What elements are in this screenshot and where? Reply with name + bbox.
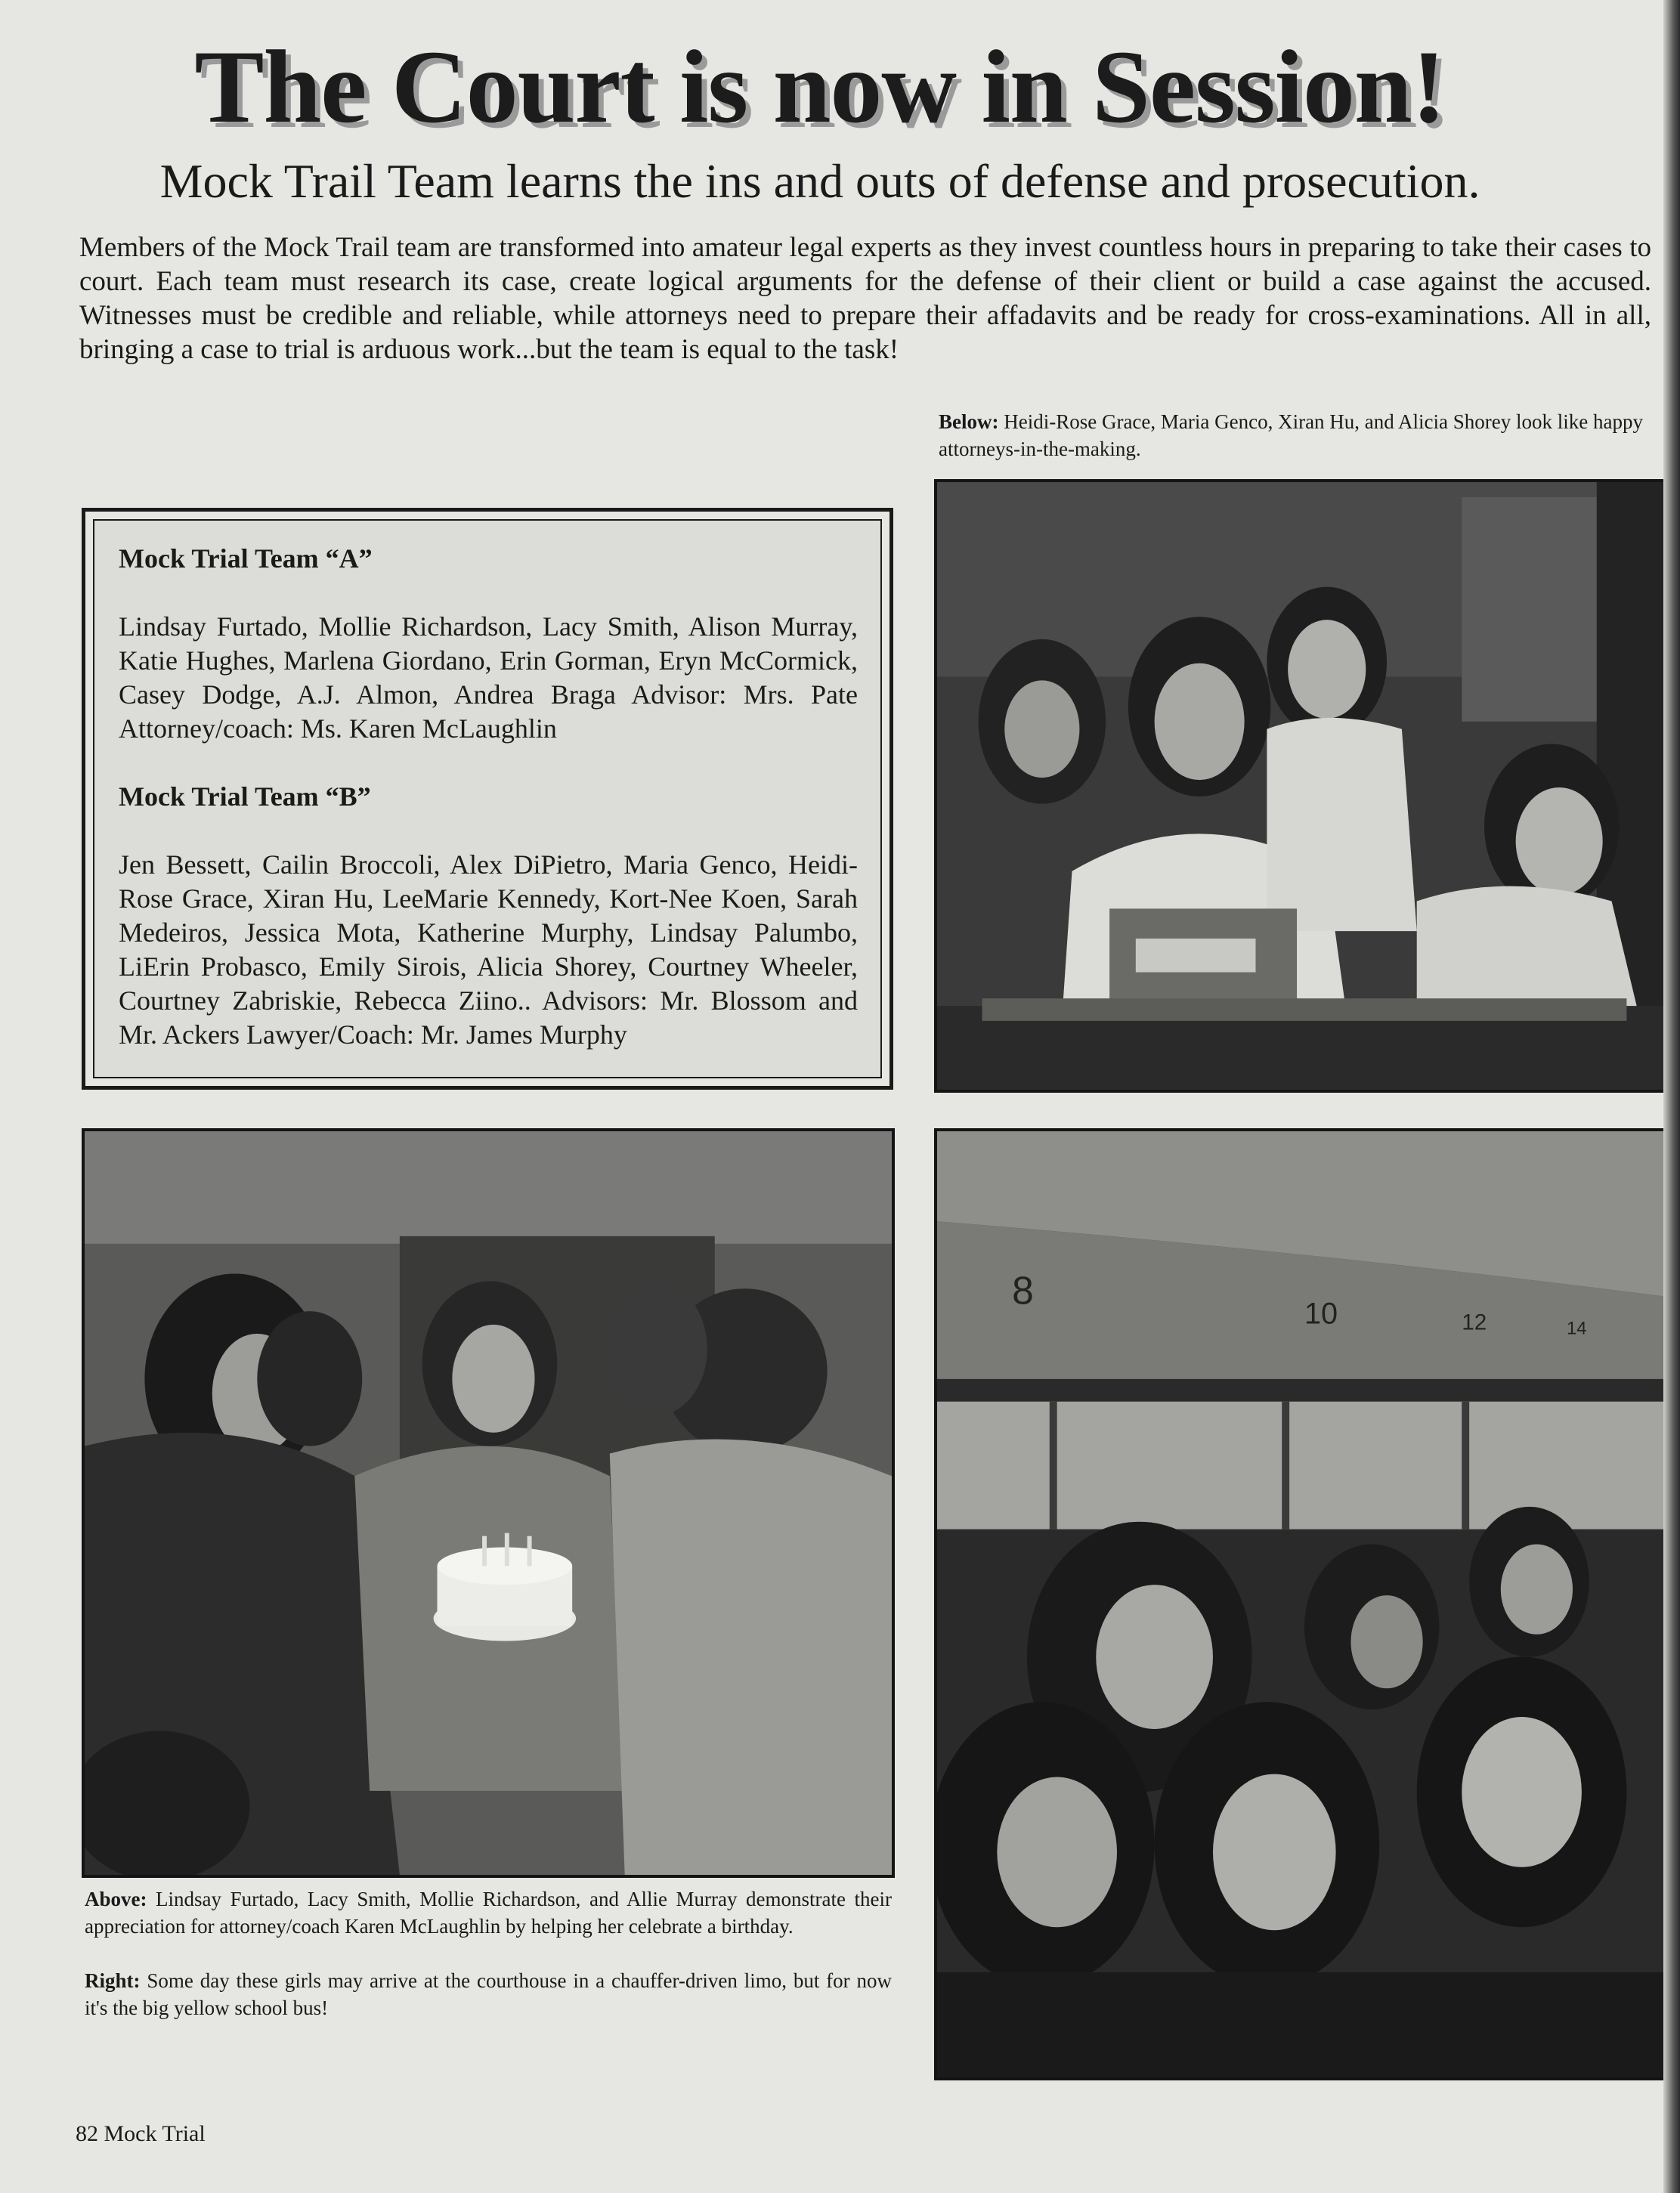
photo-school-bus — [934, 1128, 1667, 2080]
caption-right — [85, 1967, 892, 2021]
caption-right-label: Right: — [85, 1969, 141, 1992]
caption-right-text: Some day these girls may arrive at the courthouse in a chauffer-driven limo, but for now it's the big yellow school bus! — [85, 1969, 892, 2019]
photo-school-bus-image — [937, 1131, 1664, 2077]
team-a-roster: Lindsay Furtado, Mollie Richardson, Lacy Smith, Alison Murray, Katie Hughes, Marlena Giordano, Erin Gorman, Eryn McCormick, Casey Dodge, A.J. Almon, Andrea Braga Advisor: Mrs. Pate Attorney/coach: Ms. Karen McLaughlin — [119, 611, 858, 744]
page-title: The Court is now in Session! — [194, 29, 1446, 144]
photo-birthday-cake-image — [85, 1131, 892, 1875]
bus-seat-number-14: 14 — [1567, 1318, 1587, 1339]
team-b-heading: Mock Trial Team “B” — [119, 781, 371, 812]
caption-above-label: Above: — [85, 1888, 147, 1910]
photo-birthday-cake — [82, 1128, 895, 1878]
page-folio: 82 Mock Trial — [76, 2121, 206, 2146]
caption-above — [85, 1885, 892, 1940]
team-b-roster: Jen Bessett, Cailin Broccoli, Alex DiPietro, Maria Genco, Heidi-Rose Grace, Xiran Hu, LeeMarie Kennedy, Kort-Nee Koen, Sarah Medeiros, Jessica Mota, Katherine Murphy, Lindsay Palumbo, LiErin Probasco, Emily Sirois, Alicia Shorey, Courtney Wheeler, Courtney Zabriskie, Rebecca Ziino.. Advisors: Mr. Blossom and Mr. Ackers Lawyer/Coach: Mr. James Murphy — [119, 849, 858, 1050]
bus-seat-number-8: 8 — [1012, 1268, 1034, 1313]
caption-below — [939, 408, 1649, 462]
caption-below-text: Heidi-Rose Grace, Maria Genco, Xiran Hu, and Alicia Shorey look like happy attorneys-in-the-making. — [939, 410, 1643, 460]
bus-seat-number-10: 10 — [1304, 1297, 1338, 1331]
team-a-heading: Mock Trial Team “A” — [119, 543, 373, 574]
caption-block-bottom — [85, 1885, 892, 2049]
team-roster-box — [82, 508, 893, 1090]
caption-below-label: Below: — [939, 410, 999, 433]
photo-team-plaque — [934, 479, 1667, 1093]
bus-seat-number-12: 12 — [1462, 1310, 1487, 1335]
caption-above-text: Lindsay Furtado, Lacy Smith, Mollie Richardson, and Allie Murray demonstrate their appreciation for attorney/coach Karen McLaughlin by helping her celebrate a birthday. — [85, 1888, 892, 1938]
photo-team-plaque-image — [937, 482, 1664, 1090]
page-subtitle: Mock Trail Team learns the ins and outs of defense and prosecution. — [159, 154, 1480, 208]
binding-edge — [1663, 0, 1680, 2193]
intro-paragraph: Members of the Mock Trail team are transformed into amateur legal experts as they invest countless hours in preparing to take their cases to court. Each team must research its case, create logical arguments for the defense of their client or build a case against the accused. Witnesses must be credible and reliable, while attorneys need to prepare their affadavits and be ready for cross-examinations. All in all, bringing a case to trial is arduous work...but the team is equal to the task! — [79, 232, 1651, 365]
